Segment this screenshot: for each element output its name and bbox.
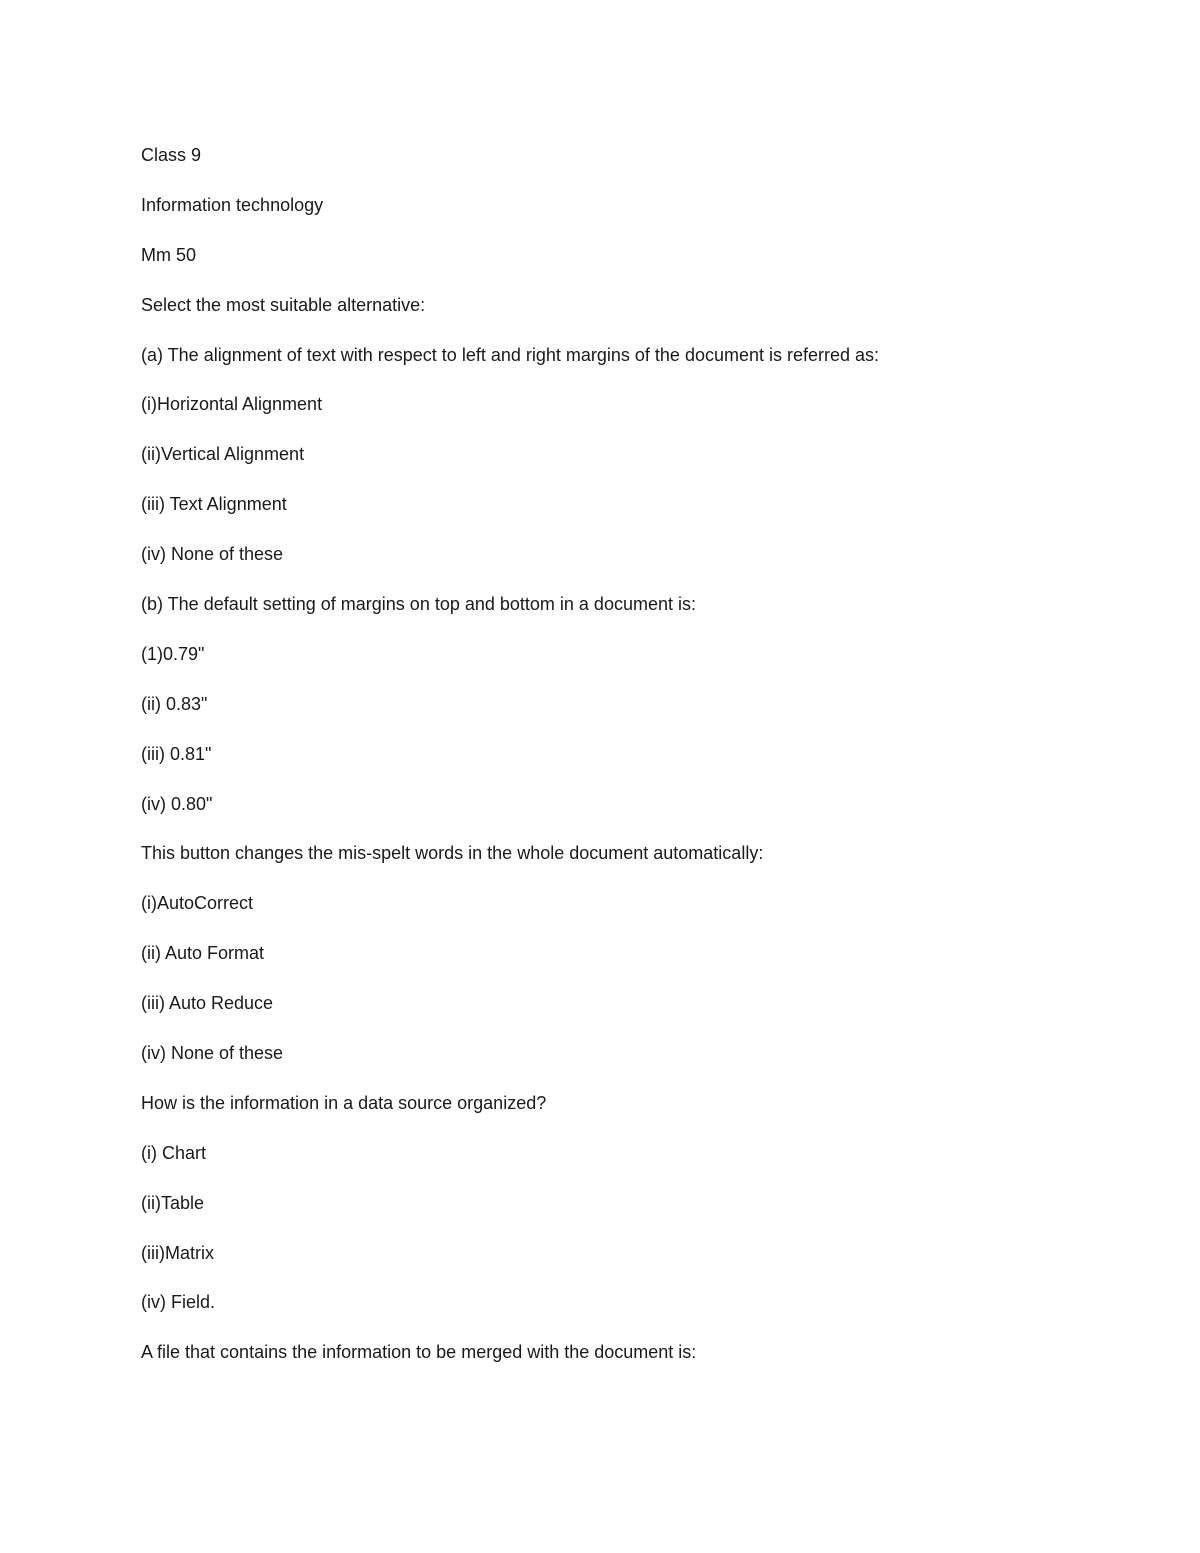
instructions: Select the most suitable alternative:: [141, 294, 426, 315]
question-a-option-1: (i)Horizontal Alignment: [141, 394, 323, 415]
question-a: (a) The alignment of text with respect to left and right margins of the document is referred as:: [141, 344, 880, 365]
question-c-option-2: (ii) Auto Format: [141, 943, 265, 964]
document-body: [141, 141, 1101, 1388]
question-b-option-2: (ii) 0.83": [141, 693, 208, 714]
question-d-option-1: (i) Chart: [141, 1142, 207, 1163]
question-d-option-4: (iv) Field.: [141, 1292, 216, 1313]
question-a-option-3: (iii) Text Alignment: [141, 494, 287, 515]
question-b-option-1: (1)0.79": [141, 643, 205, 664]
question-b-option-4: (iv) 0.80": [141, 793, 213, 814]
question-d-option-3: (iii)Matrix: [141, 1242, 214, 1263]
question-e: A file that contains the information to be merged with the document is:: [141, 1342, 697, 1363]
question-d: How is the information in a data source organized?: [141, 1092, 547, 1113]
subject-heading: Information technology: [141, 194, 324, 215]
question-b: (b) The default setting of margins on top and bottom in a document is:: [141, 594, 696, 615]
max-marks: Mm 50: [141, 244, 197, 265]
question-c-option-4: (iv) None of these: [141, 1043, 284, 1064]
question-d-option-2: (ii)Table: [141, 1192, 205, 1213]
question-a-option-4: (iv) None of these: [141, 544, 284, 565]
question-a-option-2: (ii)Vertical Alignment: [141, 444, 305, 465]
question-c-option-1: (i)AutoCorrect: [141, 893, 254, 914]
question-b-option-3: (iii) 0.81": [141, 743, 212, 764]
class-heading: Class 9: [141, 145, 202, 165]
question-c-option-3: (iii) Auto Reduce: [141, 993, 274, 1014]
question-c: This button changes the mis-spelt words in the whole document automatically:: [141, 843, 764, 864]
